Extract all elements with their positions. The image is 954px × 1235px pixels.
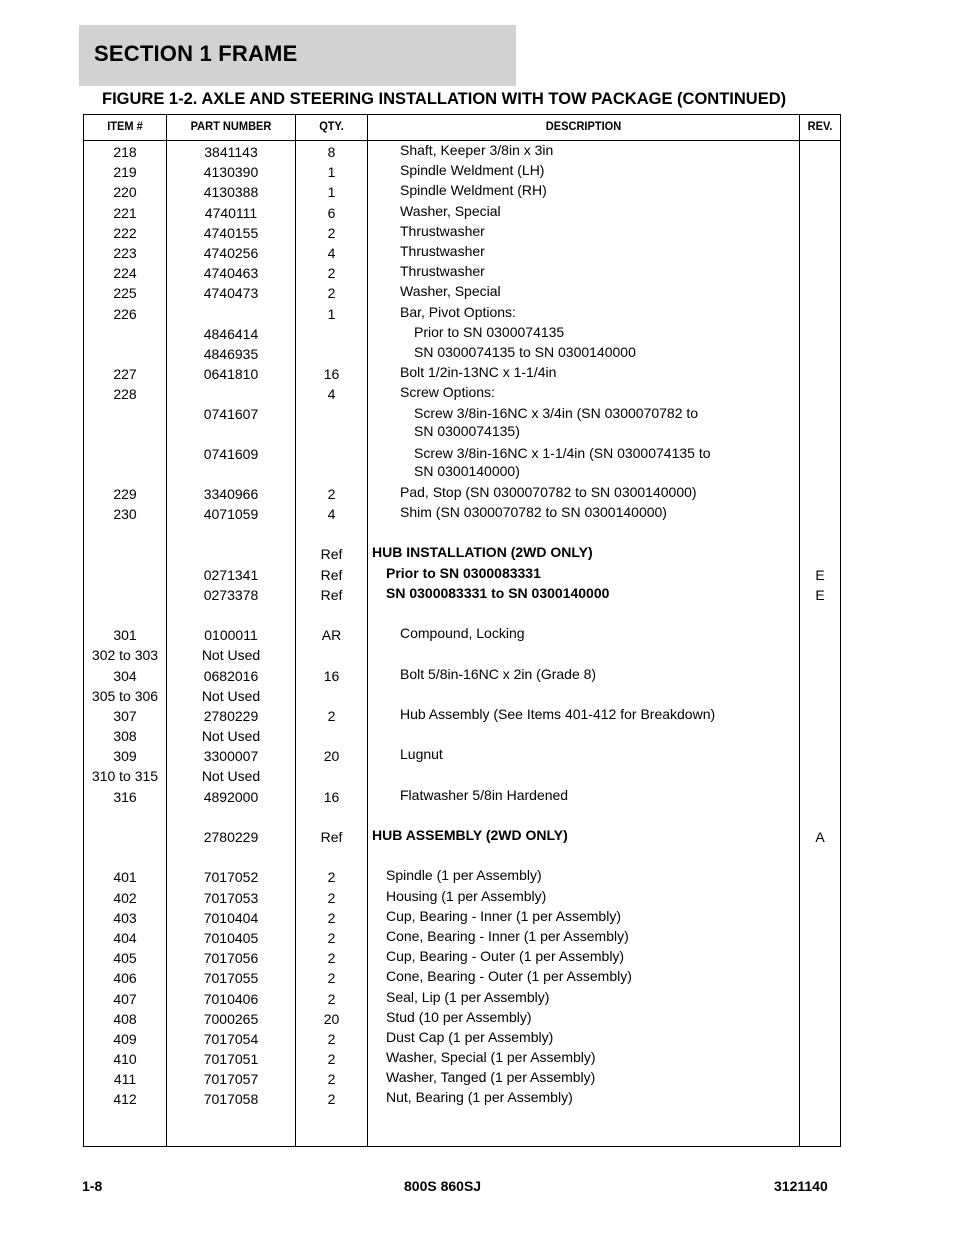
quantity: 2: [327, 990, 336, 1007]
quantity: 2: [327, 1071, 336, 1088]
table-row: [84, 1089, 840, 1109]
description-line: Screw 3/8in-16NC x 3/4in (SN 0300070782 to: [414, 405, 699, 422]
description-line: Thrustwasher: [400, 222, 485, 239]
item-number: 308: [113, 728, 137, 745]
table-row: [84, 162, 840, 182]
description: [368, 1049, 816, 1067]
part-number: 7017057: [203, 1071, 259, 1088]
table-row: [84, 888, 840, 908]
part-number: 0682016: [203, 667, 259, 684]
table-row: [84, 484, 840, 504]
part-number: 3841143: [204, 144, 258, 160]
quantity: 20: [323, 748, 340, 765]
item-number: 226: [113, 305, 137, 322]
quantity: 2: [327, 1030, 336, 1047]
table-row: [84, 766, 840, 786]
table-row: [84, 908, 840, 928]
table-row: [84, 1049, 840, 1069]
part-number: 4130390: [203, 164, 259, 181]
description: [368, 203, 830, 221]
part-number: 7010405: [203, 929, 259, 946]
table-row: [84, 223, 840, 243]
item-number: 230: [113, 506, 137, 522]
description: [368, 948, 816, 966]
quantity: 2: [327, 1051, 336, 1068]
description: [368, 1069, 816, 1087]
part-number: 7017052: [203, 869, 259, 886]
footer-page-number: 1-8: [82, 1178, 103, 1194]
description: [368, 1029, 816, 1047]
table-row: [84, 283, 840, 303]
description-line: Cone, Bearing - Outer (1 per Assembly): [386, 968, 632, 985]
table-row: [84, 989, 840, 1009]
description: [368, 666, 830, 684]
description: [368, 827, 802, 845]
part-number: 7000265: [203, 1010, 259, 1027]
header-part-number: PART NUMBER: [190, 119, 272, 133]
table-row: [84, 364, 840, 384]
table-row: [84, 404, 840, 444]
item-number: 409: [113, 1030, 137, 1047]
table-row: [84, 203, 840, 223]
item-number: 407: [113, 990, 137, 1007]
part-number: 4740473: [203, 285, 259, 302]
part-number: Not Used: [201, 768, 261, 785]
quantity: 20: [323, 1010, 340, 1027]
item-number: 227: [113, 366, 137, 383]
table-row: [84, 827, 840, 847]
item-number: 411: [113, 1071, 137, 1088]
description: [368, 182, 830, 200]
description-line: Housing (1 per Assembly): [386, 887, 547, 904]
description-line: Washer, Special: [400, 202, 501, 219]
footer-model: 800S 860SJ: [404, 1178, 482, 1194]
quantity: 4: [327, 506, 336, 522]
part-number: 7017051: [203, 1051, 259, 1068]
part-number: Not Used: [201, 687, 261, 704]
part-number: 7017058: [203, 1091, 259, 1108]
description: [368, 304, 830, 322]
part-number: 4071059: [203, 506, 259, 522]
item-number: 229: [113, 485, 137, 502]
item-number: 225: [113, 285, 137, 302]
part-number: 4846414: [203, 325, 259, 342]
item-number: 405: [113, 950, 137, 967]
quantity: 16: [323, 788, 340, 805]
quantity: 1: [327, 184, 336, 201]
description: [368, 565, 816, 583]
description-line: Spindle (1 per Assembly): [386, 867, 542, 884]
quantity: 8: [327, 144, 336, 160]
quantity: 2: [327, 485, 336, 502]
part-number: 7010404: [203, 909, 259, 926]
table-row: [84, 666, 840, 686]
part-number: 0271341: [203, 566, 259, 583]
item-number: 228: [113, 386, 137, 403]
part-number: 4740111: [204, 204, 258, 221]
part-number: 0741607: [203, 406, 259, 423]
quantity: 1: [327, 305, 336, 322]
item-number: 307: [113, 707, 137, 724]
header-qty: QTY.: [319, 119, 344, 133]
quantity: 2: [327, 909, 336, 926]
part-number: 7010406: [203, 990, 259, 1007]
description-line: Flatwasher 5/8in Hardened: [400, 786, 569, 803]
description-line: Thrustwasher: [400, 242, 485, 259]
description: [368, 142, 830, 160]
quantity: 16: [323, 667, 340, 684]
part-number: 4740256: [203, 244, 259, 261]
header-description: DESCRIPTION: [545, 119, 622, 133]
item-number: 403: [113, 909, 137, 926]
revision: E: [815, 586, 825, 603]
description-line: SN 0300074135): [414, 422, 520, 439]
part-number: 0741609: [203, 446, 259, 463]
description: [368, 1009, 816, 1027]
description: [368, 283, 830, 301]
table-row: [84, 304, 840, 324]
quantity: 4: [327, 244, 336, 261]
description: [368, 544, 802, 562]
description-line: Seal, Lip (1 per Assembly): [386, 988, 550, 1005]
description: [368, 888, 816, 906]
quantity: 4: [327, 386, 336, 403]
description: [368, 989, 816, 1007]
table-row: [84, 182, 840, 202]
table-row: [84, 344, 840, 364]
description: [368, 324, 844, 342]
description: [368, 223, 830, 241]
description: [368, 504, 830, 522]
quantity: 6: [327, 204, 336, 221]
table-row: [84, 645, 840, 665]
description: [368, 867, 816, 885]
quantity: 2: [327, 224, 336, 241]
table-row: [84, 928, 840, 948]
description-line: Compound, Locking: [400, 625, 525, 642]
table-row: [84, 746, 840, 766]
description-line: Lugnut: [400, 746, 443, 763]
table-row: [84, 504, 840, 524]
item-number: 304: [113, 667, 137, 684]
description-line: HUB ASSEMBLY (2WD ONLY): [372, 827, 568, 843]
part-number: 7017054: [203, 1030, 259, 1047]
quantity: 2: [327, 265, 336, 282]
description-line: HUB INSTALLATION (2WD ONLY): [372, 544, 593, 561]
table-row: [84, 544, 840, 564]
table-row: [84, 1069, 840, 1089]
description-line: Prior to SN 0300074135: [414, 323, 565, 340]
quantity: 1: [327, 164, 336, 181]
quantity: 2: [327, 970, 336, 987]
quantity: Ref: [320, 586, 343, 603]
item-number: 309: [113, 748, 137, 765]
table-row: [84, 807, 840, 827]
part-number: 0100011: [204, 627, 258, 644]
description-line: Screw 3/8in-16NC x 1-1/4in (SN 0300074135 to: [414, 445, 711, 462]
footer-doc-number: 3121140: [774, 1178, 828, 1194]
part-number: Not Used: [201, 647, 261, 664]
table-row: [84, 726, 840, 746]
description-line: Bolt 5/8in-16NC x 2in (Grade 8): [400, 665, 597, 682]
table-row: [84, 324, 840, 344]
part-number: 3340966: [203, 485, 259, 502]
table-row: [84, 948, 840, 968]
part-number: 4130388: [203, 184, 259, 201]
description-line: SN 0300083331 to SN 0300140000: [386, 584, 610, 601]
quantity: 2: [327, 1091, 336, 1108]
description-line: Thrustwasher: [400, 263, 485, 280]
description-line: SN 0300140000): [414, 462, 520, 479]
description-line: Bar, Pivot Options:: [400, 303, 516, 320]
item-number: 406: [113, 970, 137, 987]
part-number: Not Used: [201, 728, 261, 745]
header-item: ITEM #: [107, 119, 143, 133]
quantity: 2: [327, 869, 336, 886]
part-number: 2780229: [203, 829, 259, 845]
description: [368, 484, 830, 502]
description: [368, 162, 830, 180]
description-line: Pad, Stop (SN 0300070782 to SN 0300140000): [400, 483, 697, 500]
description: [368, 787, 830, 805]
table-body: [84, 142, 840, 1110]
quantity: 2: [327, 285, 336, 302]
description: [368, 968, 816, 986]
part-number: 0641810: [203, 366, 259, 383]
header-rev: REV.: [807, 119, 833, 133]
table-row: [84, 243, 840, 263]
item-number: 305 to 306: [91, 687, 159, 704]
description: [368, 625, 830, 643]
quantity: 2: [327, 889, 336, 906]
quantity: 2: [327, 950, 336, 967]
quantity: 2: [327, 929, 336, 946]
description-line: Washer, Special: [400, 283, 501, 300]
part-number: 4892000: [203, 788, 259, 805]
table-header: [84, 115, 840, 141]
part-number: 0273378: [203, 586, 259, 603]
table-row: [84, 686, 840, 706]
description: [368, 405, 844, 440]
table-row: [84, 605, 840, 625]
description: [368, 1089, 816, 1107]
description: [368, 746, 830, 764]
item-number: 221: [113, 204, 137, 221]
table-row: [84, 1029, 840, 1049]
description-line: Nut, Bearing (1 per Assembly): [386, 1089, 573, 1106]
part-number: 2780229: [203, 707, 259, 724]
description: [368, 243, 830, 261]
revision: A: [815, 829, 825, 845]
description: [368, 263, 830, 281]
item-number: 401: [113, 869, 137, 886]
description-line: Bolt 1/2in-13NC x 1-1/4in: [400, 364, 557, 381]
item-number: 302 to 303: [91, 647, 159, 664]
table-row: [84, 968, 840, 988]
description-line: Hub Assembly (See Items 401-412 for Breakdown): [400, 705, 716, 722]
item-number: 223: [113, 244, 137, 261]
table-row: [84, 263, 840, 283]
item-number: 404: [113, 929, 137, 946]
table-row: [84, 444, 840, 484]
item-number: 410: [113, 1051, 137, 1068]
part-number: 7017053: [203, 889, 259, 906]
description: [368, 908, 816, 926]
table-row: [84, 787, 840, 807]
table-row: [84, 142, 840, 162]
item-number: 310 to 315: [91, 768, 159, 785]
description: [368, 364, 830, 382]
item-number: 218: [113, 144, 137, 160]
table-row: [84, 625, 840, 645]
part-number: 4846935: [203, 345, 259, 362]
description-line: Dust Cap (1 per Assembly): [386, 1028, 554, 1045]
description-line: Cup, Bearing - Inner (1 per Assembly): [386, 907, 621, 924]
quantity: Ref: [320, 829, 343, 845]
description-line: Shim (SN 0300070782 to SN 0300140000): [400, 504, 667, 520]
description: [368, 445, 844, 480]
description-line: Washer, Tanged (1 per Assembly): [386, 1069, 596, 1086]
part-number: 3300007: [203, 748, 259, 765]
description-line: Cone, Bearing - Inner (1 per Assembly): [386, 927, 629, 944]
part-number: 4740155: [203, 224, 259, 241]
revision: E: [815, 566, 825, 583]
section-banner: [79, 25, 516, 86]
description-line: Screw Options:: [400, 384, 495, 401]
section-title: SECTION 1 FRAME: [94, 41, 298, 66]
quantity: AR: [321, 627, 342, 644]
item-number: 402: [113, 889, 137, 906]
quantity: 2: [327, 707, 336, 724]
description: [368, 384, 830, 402]
description-line: Shaft, Keeper 3/8in x 3in: [400, 142, 554, 158]
item-number: 219: [113, 164, 137, 181]
table-row: [84, 847, 840, 867]
table-row: [84, 585, 840, 605]
description-line: Spindle Weldment (LH): [400, 162, 545, 179]
item-number: 316: [113, 788, 137, 805]
description-line: Spindle Weldment (RH): [400, 182, 547, 199]
description-line: Washer, Special (1 per Assembly): [386, 1049, 596, 1066]
table-row: [84, 706, 840, 726]
part-number: 7017056: [203, 950, 259, 967]
description: [368, 344, 844, 362]
table-row: [84, 384, 840, 404]
item-number: 301: [113, 627, 137, 644]
table-row: [84, 1009, 840, 1029]
table-row: [84, 524, 840, 544]
quantity: 16: [323, 366, 340, 383]
item-number: 222: [113, 224, 137, 241]
description-line: Cup, Bearing - Outer (1 per Assembly): [386, 948, 625, 965]
description-line: Prior to SN 0300083331: [386, 564, 541, 581]
item-number: 408: [113, 1010, 137, 1027]
part-number: 4740463: [203, 265, 259, 282]
item-number: 224: [113, 265, 137, 282]
quantity: Ref: [320, 546, 343, 563]
description: [368, 585, 816, 603]
description-line: Stud (10 per Assembly): [386, 1008, 532, 1025]
table-row: [84, 565, 840, 585]
quantity: Ref: [320, 566, 343, 583]
table-row: [84, 867, 840, 887]
part-number: 7017055: [203, 970, 259, 987]
description-line: SN 0300074135 to SN 0300140000: [414, 343, 636, 360]
description: [368, 928, 816, 946]
item-number: 220: [113, 184, 137, 201]
description: [368, 706, 830, 724]
parts-table: [83, 114, 841, 1147]
figure-title: FIGURE 1-2. AXLE AND STEERING INSTALLATION WITH TOW PACKAGE (CONTINUED): [102, 90, 787, 108]
item-number: 412: [113, 1091, 137, 1108]
